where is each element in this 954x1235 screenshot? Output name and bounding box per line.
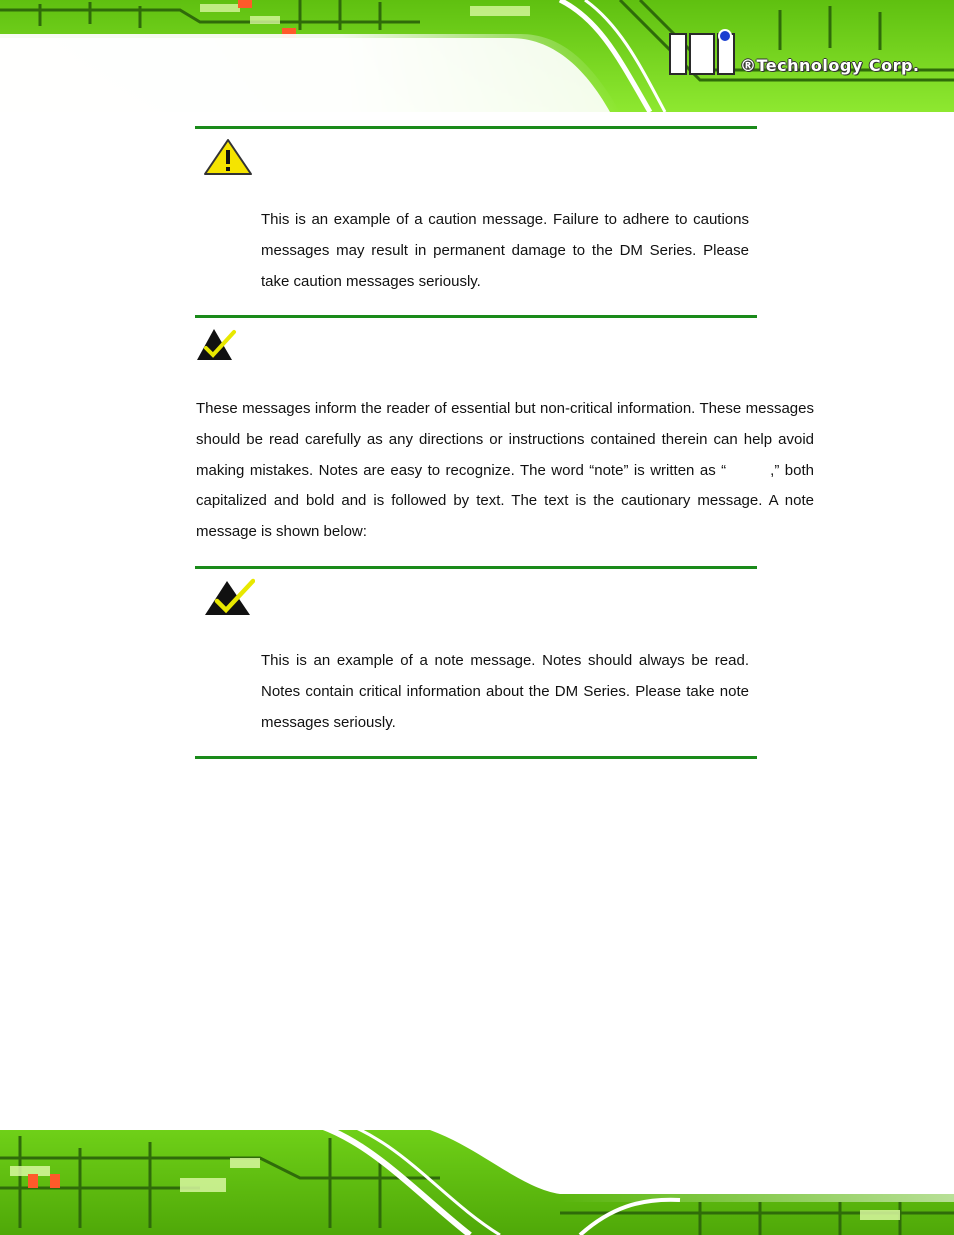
- note-top-rule: [195, 566, 757, 569]
- caution-message-text: This is an example of a caution message. Failure to adhere to cautions messages may result in permanent damage to the DM Series. Please take caution messages seriously.: [261, 211, 749, 290]
- company-logo-text: ®Technology Corp.: [740, 56, 920, 75]
- caution-bottom-rule: [195, 315, 757, 318]
- footer-banner: [0, 1118, 954, 1235]
- note-explanation-paragraph: [196, 394, 814, 548]
- header-banner: [0, 0, 954, 112]
- note-check-icon: [203, 577, 255, 617]
- iei-logo-icon: [670, 30, 734, 74]
- paragraph-text-part-1: These messages inform the reader of essential but non-critical information. These messages should be read carefully as any directions or instructions contained therein can help avoid making mistakes. Notes are easy to recognize. The word “note” is written as “: [196, 400, 814, 479]
- paragraph-text-part-2: ,” both capitalized and bold and is followed by text. The text is the cautionary message. A note message is shown below:: [196, 461, 814, 541]
- note-check-icon: [196, 326, 238, 362]
- circuit-board-footer-graphic: [0, 1118, 954, 1235]
- warning-triangle-icon: [203, 138, 253, 176]
- note-bottom-rule: [195, 756, 757, 759]
- note-message-text: This is an example of a note message. Notes should always be read. Notes contain critical information about the DM Series. Please take note messages seriously.: [261, 652, 749, 731]
- caution-top-rule: [195, 126, 757, 129]
